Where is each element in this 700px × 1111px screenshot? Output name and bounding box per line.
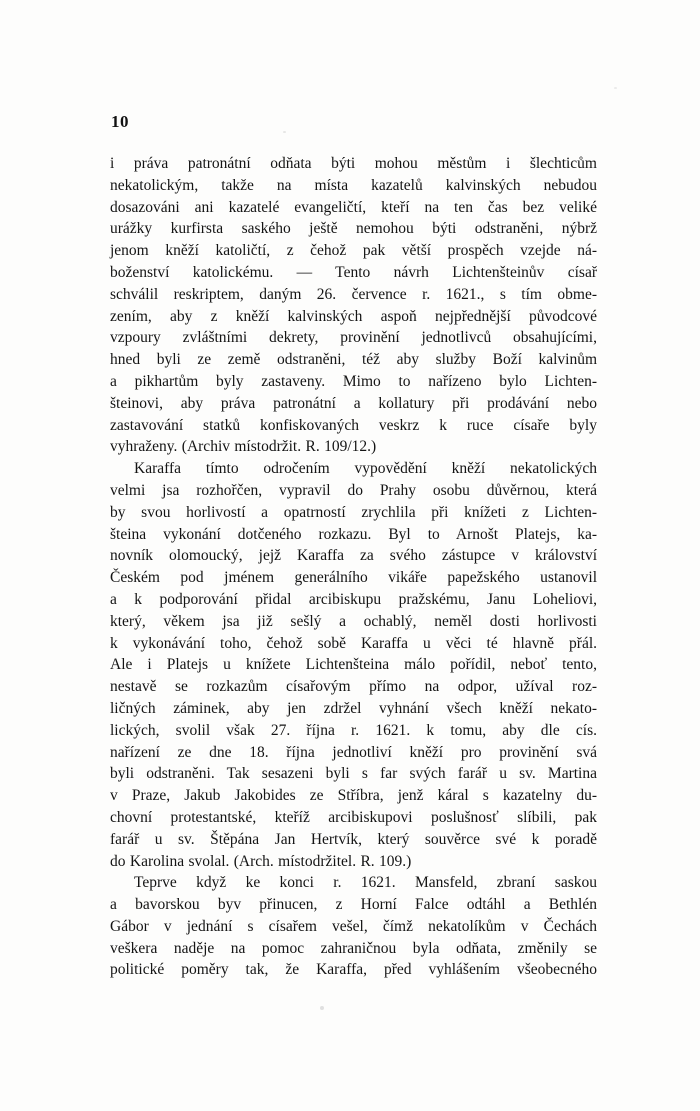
text-line: lických, svolil však 27. října r. 1621. k tomu, aby dle cís. (110, 721, 597, 739)
text-line: by svou horlivostí a opatrností zrychlila při knížeti z Lichten- (110, 503, 597, 521)
text-line: Českém pod jménem generálního vikáře papežského ustanovil (110, 569, 597, 587)
text-line: urážky kurfirsta saského ještě nemohou býti odstraněni, nýbrž (110, 220, 597, 238)
text-line: do Karolina svolal. (Arch. místodržitel. R. 109.) (110, 852, 412, 870)
text-block (110, 153, 597, 981)
text-line: jenom kněží katoličtí, z čehož pak větší prospěch vzejde ná- (110, 242, 597, 260)
text-line: Ale i Platejs u knížete Lichtenšteina málo pořídil, neboť tento, (110, 656, 597, 674)
text-line: v Praze, Jakub Jakobides ze Stříbra, jenž káral s kazatelny du- (110, 787, 597, 805)
text-line: a pikhartům byly zastaveny. Mimo to nařízeno bylo Lichten- (110, 372, 597, 390)
text-line: a k podporování přidal arcibiskupu pražskému, Janu Loheliovi, (110, 590, 597, 608)
text-line: boženství katolickému. — Tento návrh Lichtenšteinův císař (110, 263, 597, 281)
text-line: velmi jsa rozhořčen, vypravil do Prahy osobu důvěrnou, která (110, 481, 597, 499)
text-line: šteinovi, aby práva patronátní a kollatury při prodávání nebo (110, 394, 597, 412)
text-line: nařízení ze dne 18. října jednotliví kněží pro provinění svá (110, 743, 597, 761)
text-line: k vykonávání toho, čehož sobě Karaffa u věci té hlavně přál. (110, 634, 597, 652)
text-line: schválil reskriptem, daným 26. července r. 1621., s tím obme- (110, 285, 597, 303)
text-line: Gábor v jednání s císařem vešel, čímž nekatolíkům v Čechách (110, 917, 597, 935)
scan-speck (283, 131, 286, 133)
scan-speck (614, 87, 617, 89)
text-line: novník olomoucký, jejž Karaffa za svého zástupce v království (110, 547, 597, 565)
text-line: zením, aby z kněží kalvinských aspoň nejpřednější původcové (110, 307, 597, 325)
text-line: šteina vykonání dotčeného rozkazu. Byl to Arnošt Platejs, ka- (110, 525, 597, 543)
text-line: dosazováni ani kazatelé evangeličtí, kteří na ten čas bez veliké (110, 198, 597, 216)
text-line: zastavování statků konfiskovaných veskrz k ruce císaře byly (110, 416, 597, 434)
text-line: a bavorskou byv přinucen, z Horní Falce odtáhl a Bethlén (110, 896, 597, 914)
text-line: vyhraženy. (Archiv místodržit. R. 109/12.) (110, 438, 377, 456)
text-line: i práva patronátní odňata býti mohou městům i šlechticům (110, 155, 597, 172)
text-line: farář u sv. Štěpána Jan Hertvík, který souvěrce své k poradě (110, 830, 597, 848)
text-line: nestavě se rozkazům císařovým přímo na odpor, užíval roz- (110, 678, 597, 696)
text-line: hned byli ze země odstraněni, též aby služby Boží kalvinům (110, 351, 597, 369)
text-line: Teprve když ke konci r. 1621. Mansfeld, zbraní saskou (134, 874, 597, 892)
scan-speck (320, 1006, 324, 1010)
text-line: veškera naděje na pomoc zahraničnou byla odňata, změnily se (110, 939, 597, 957)
text-line: chovní protestantské, kteříž arcibiskupovi poslušnosť slíbili, pak (110, 808, 597, 826)
text-line: byli odstraněni. Tak sesazeni byli s far svých farář u sv. Martina (110, 765, 597, 783)
text-line: Karaffa tímto odročením vypovědění kněží nekatolických (134, 460, 597, 478)
page-number: 10 (111, 112, 129, 131)
text-line: nekatolickým, takže na místa kazatelů kalvinských nebudou (110, 176, 597, 194)
text-line: ličných záminek, aby jen zdržel vyhnání všech kněží nekato- (110, 699, 597, 717)
text-line: politické poměry tak, že Karaffa, před vyhlášením všeobecného (110, 961, 597, 979)
text-line: který, věkem jsa již sešlý a ochablý, neměl dosti horlivosti (110, 612, 597, 630)
text-line: vzpoury zvláštními dekrety, provinění jednotlivců obsahujícími, (110, 329, 597, 347)
